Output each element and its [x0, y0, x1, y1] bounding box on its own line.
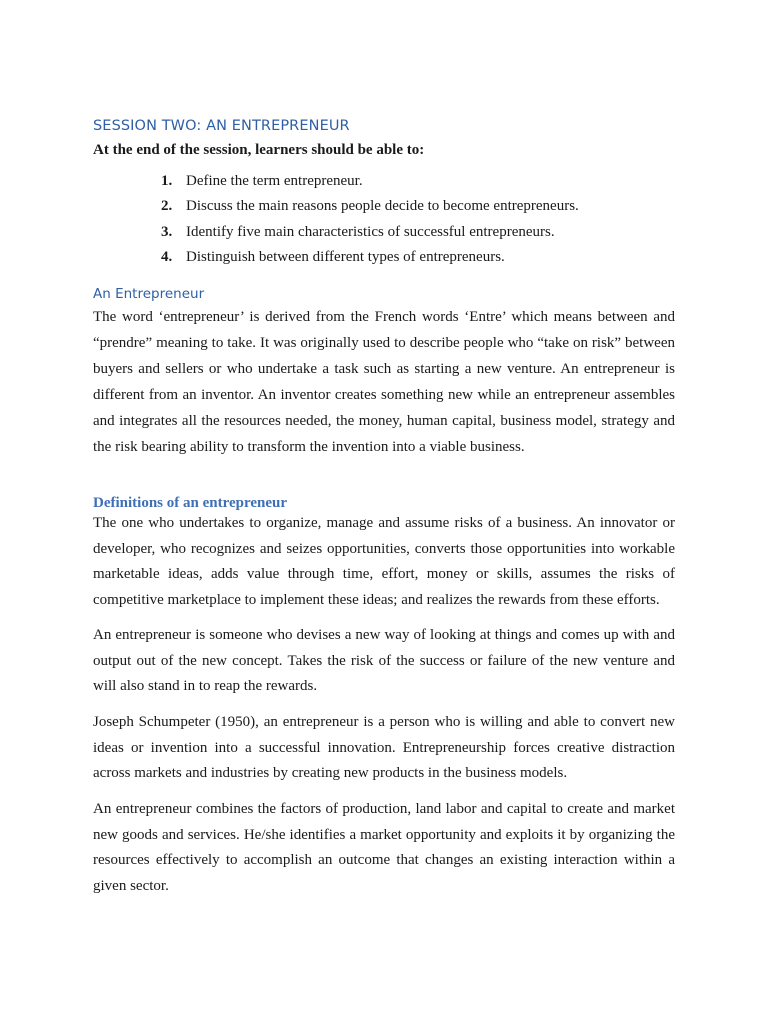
objective-number: 3. — [161, 223, 173, 240]
session-title: SESSION TWO: AN ENTREPRENEUR — [93, 118, 350, 134]
objective-number: 2. — [161, 198, 173, 215]
section-heading-an-entrepreneur: An Entrepreneur — [93, 286, 205, 302]
objective-text: Identify five main characteristics of successful entrepreneurs. — [186, 223, 555, 240]
objective-item — [161, 247, 579, 272]
objectives-list — [161, 171, 579, 272]
objectives-intro: At the end of the session, learners should be able to: — [93, 142, 425, 158]
objective-text: Discuss the main reasons people decide to become entrepreneurs. — [186, 198, 579, 215]
definitions-heading: Definitions of an entrepreneur — [93, 495, 288, 511]
objective-text: Define the term entrepreneur. — [186, 173, 363, 189]
objective-number: 1. — [161, 173, 173, 189]
objective-number: 4. — [161, 248, 173, 265]
definition-paragraph-3: Joseph Schumpeter (1950), an entrepreneur is a person who is willing and able to convert new ideas or invention into a successful innovation. Entrepreneurship forces creative distraction across markets and industries by creating new products in the business models. — [93, 714, 675, 781]
objective-item — [161, 222, 579, 247]
objective-item — [161, 196, 579, 221]
definition-paragraph-4: An entrepreneur combines the factors of production, land labor and capital to create and market new goods and services. He/she identifies a market opportunity and exploits it by organizing the resources effectively to accomplish an outcome that changes an existing interaction within a given sector. — [93, 801, 675, 894]
definition-paragraph-1: The one who undertakes to organize, manage and assume risks of a business. An innovator or developer, who recognizes and seizes opportunities, converts those opportunities into workable marketable ideas, adds value through time, effort, money or skills, assumes the risks of competitive marketplace to implement these ideas; and realizes the rewards from these efforts. — [93, 515, 675, 608]
objective-item — [161, 171, 579, 196]
section-paragraph: The word ‘entrepreneur’ is derived from the French words ‘Entre’ which means between and “prendre” meaning to take. It was originally used to describe people who “take on risk” between buyers and sellers or who undertake a task such as starting a new venture. An entrepreneur is different from an inventor. An inventor creates something new while an entrepreneur assembles and integrates all the resources needed, the money, human capital, business model, strategy and the risk bearing ability to transform the invention into a viable business. — [93, 309, 675, 455]
definition-paragraph-2: An entrepreneur is someone who devises a new way of looking at things and comes up with and output out of the new concept. Takes the risk of the success or failure of the new venture and will also stand in to reap the rewards. — [93, 627, 675, 694]
objective-text: Distinguish between different types of entrepreneurs. — [186, 248, 505, 265]
